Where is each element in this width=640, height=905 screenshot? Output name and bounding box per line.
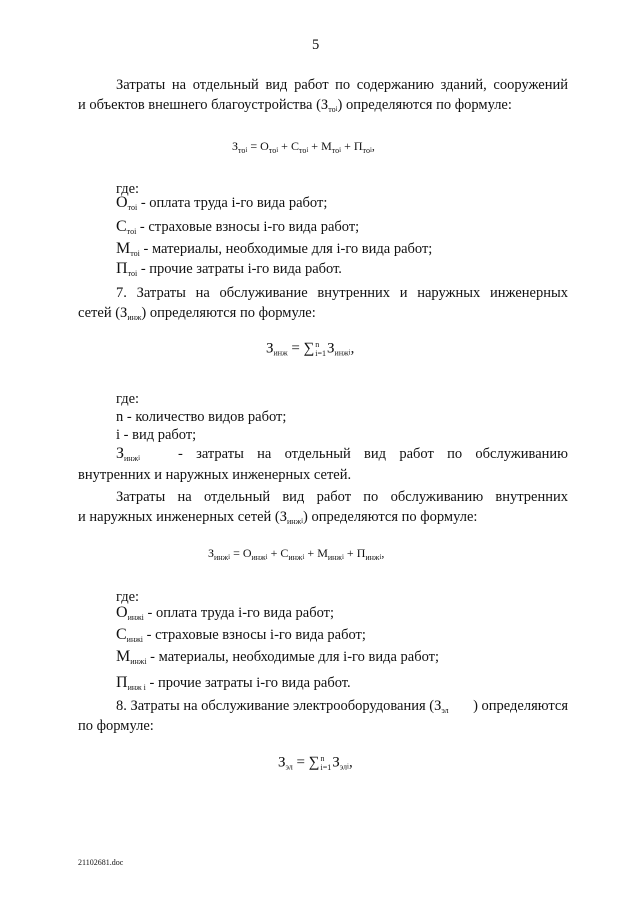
where-label-3: где: [116,589,140,605]
page-number: 5 [312,37,320,53]
para7-line2: сетей $(З_{инж})$ определяются по формуле: [78,305,316,322]
def-c-to: $С_{тоi}$ - страховые взносы i-го вида работ; [116,218,360,236]
formula-zinzh-i: $З_{инжi} = О_{инжi} + С_{инжi} + М_{инжi} + П_{инжi}$, [208,546,385,562]
where-label-1: где: [116,181,140,197]
para7-line1: 7. Затраты на обслуживание внутренних и наружных инженерных [116,285,568,301]
footer-doc-code: 21102681.doc [78,858,124,867]
def-o-to: $О_{тоi}$ - оплата труда i-го вида работ; [116,194,328,212]
z-inzh-definition-line2: внутренних и наружных инженерных сетей. [78,467,352,483]
i-definition: i - вид работ; [116,427,197,443]
def-m-to: $М_{тоi}$ - материалы, необходимые для i-го вида работ; [116,240,433,258]
n-definition: n - количество видов работ; [116,409,287,425]
formula-zel-sum: $З_{эл}$ = ∑ n i=1 $З_{элi}$, [278,754,353,772]
formula-zto: $З_{тоi} = О_{тоi} + С_{тоi} + М_{тоi} + П_{тоi}$, [232,139,375,155]
where-label-2: где: [116,391,140,407]
def-m-inzh: $М_{инжi}$ - материалы, необходимые для i-го вида работ; [116,648,440,666]
def-c-inzh: $С_{инжi}$ - страховые взносы i-го вида работ; [116,626,366,644]
para1-line2: и объектов внешнего благоустройства $(З_{тоi})$ определяются по формуле: [78,97,512,114]
sum-symbol: ∑ [308,754,320,771]
para8-line1: 8. Затраты на обслуживание электрооборудования ($З_{эл}$ ) определяются [116,698,568,715]
sum-symbol: ∑ [303,340,315,357]
para-inzh-line2: и наружных инженерных сетей $(З_{инжi})$ определяются по формуле: [78,509,478,526]
formula-zinzh-sum: $З_{инж}$ = ∑ n i=1 $З_{инжi}$, [266,340,355,358]
para8-line2: по формуле: [78,718,154,734]
para-inzh-line1: Затраты на отдельный вид работ по обслуживанию внутренних [116,489,568,505]
z-inzh-definition: $З_{инжi}$ - затраты на отдельный вид работ по обслуживанию [116,445,568,463]
def-p-to: $П_{тоi}$ - прочие затраты i-го вида работ. [116,260,342,278]
def-o-inzh: $О_{инжi}$ - оплата труда i-го вида работ; [116,604,335,622]
para1-line1: Затраты на отдельный вид работ по содержанию зданий, сооружений [116,77,568,93]
def-p-inzh: $П_{инж i}$ - прочие затраты i-го вида работ. [116,674,351,692]
